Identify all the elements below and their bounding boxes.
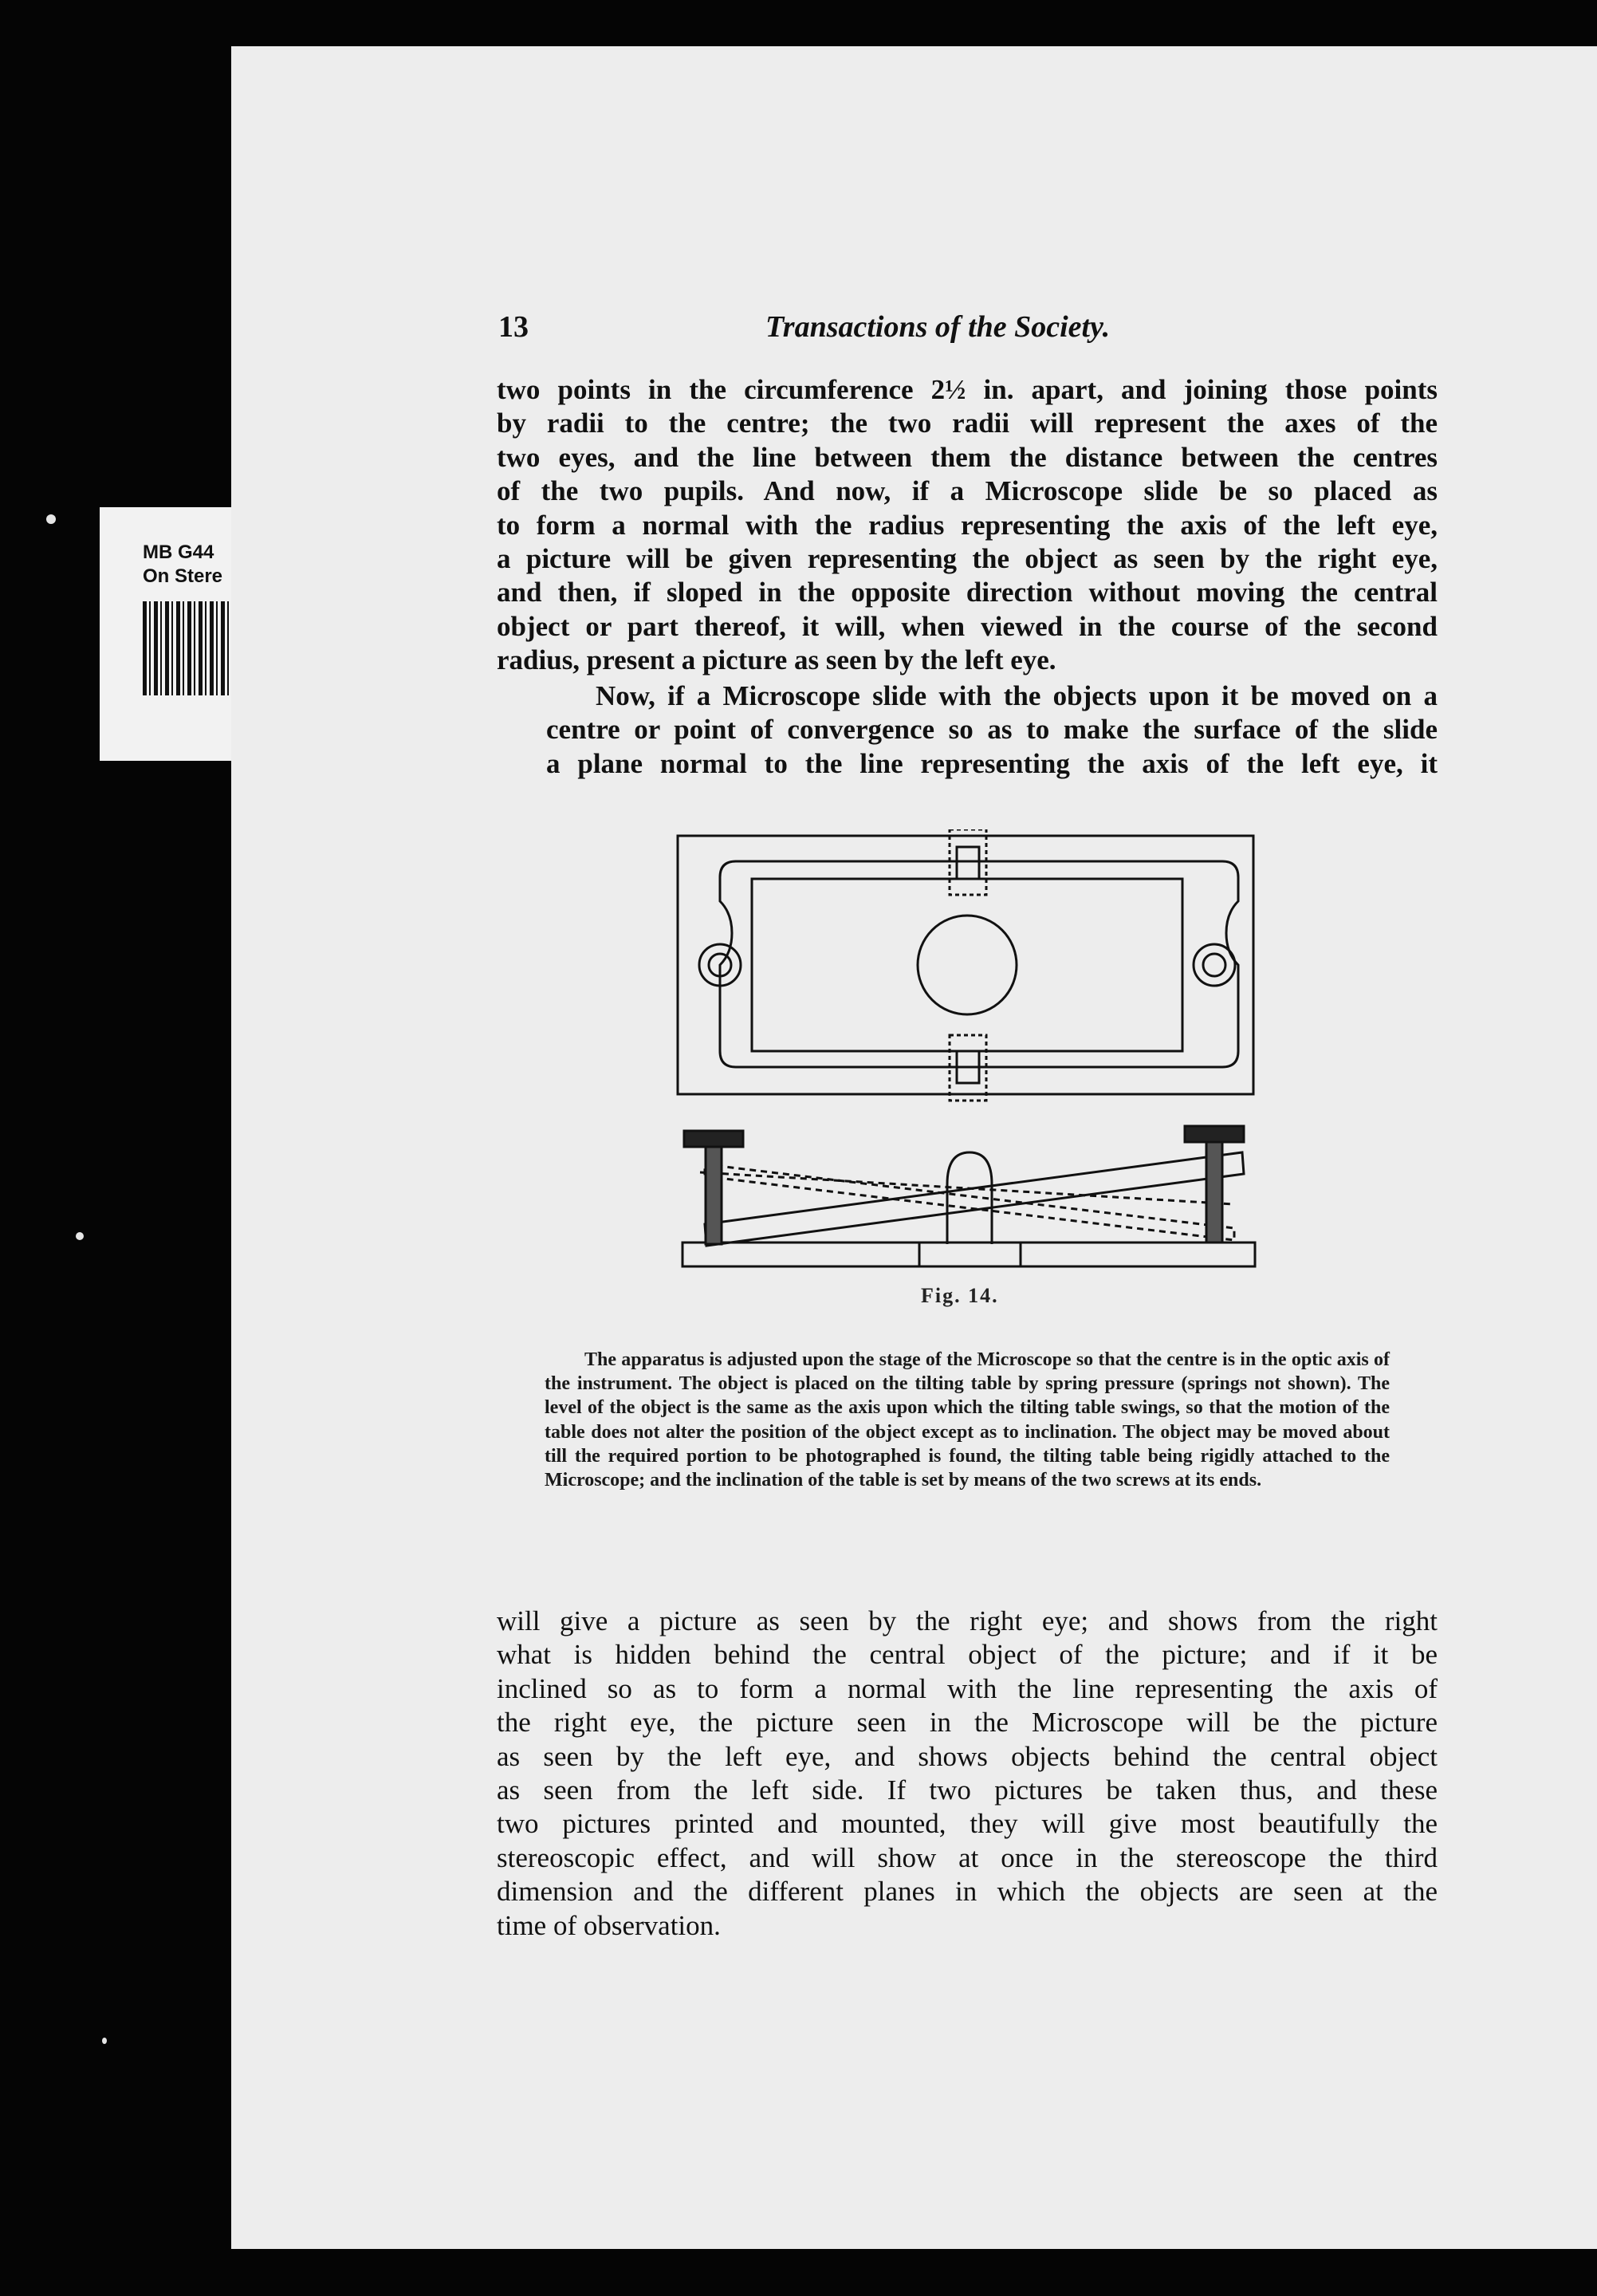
- scan-speck: [76, 1232, 84, 1240]
- text-line: stereoscopic effect, and will show at once in the stereoscope the third: [497, 1841, 1438, 1873]
- text-line: centre or point of convergence so as to make the surface of the slide: [546, 714, 1438, 746]
- central-aperture: [918, 916, 1017, 1014]
- text-line: a picture will be given representing the object as seen by the right eye,: [497, 543, 1438, 575]
- text-line: two points in the circumference 2½ in. apart, and joining those points: [497, 374, 1438, 405]
- stage-plate-outline: [678, 836, 1253, 1094]
- text-line: by radii to the centre; the two radii will represent the axes of the: [497, 408, 1438, 439]
- text-line: Now, if a Microscope slide with the objects upon it be moved on a: [596, 680, 1438, 711]
- left-screw-thread: [706, 1147, 722, 1244]
- text-line: two pictures printed and mounted, they will give most beautifully the: [497, 1808, 1438, 1840]
- right-pivot-ring: [1194, 944, 1235, 986]
- top-bearing-block: [957, 847, 979, 879]
- tilting-frame-inner: [752, 879, 1182, 1051]
- text-line: of the two pupils. And now, if a Microscope slide be so placed as: [497, 475, 1438, 507]
- library-label-card: [100, 507, 231, 761]
- left-screw-head: [684, 1131, 743, 1147]
- scan-speck: [102, 2038, 107, 2044]
- figure-apparatus-drawing: [676, 829, 1258, 1276]
- text-line: time of observation.: [497, 1909, 721, 1941]
- text-line: a plane normal to the line representing the axis of the left eye, it: [546, 747, 1438, 779]
- text-line: to form a normal with the radius representing the axis of the left eye,: [497, 509, 1438, 541]
- tilted-position-ghost: [705, 1164, 1234, 1240]
- text-line: inclined so as to form a normal with the line representing the axis of: [497, 1672, 1438, 1704]
- paragraph: [497, 679, 1438, 781]
- library-label-text: [143, 541, 222, 589]
- text-line: dimension and the different planes in which the objects are seen at the: [497, 1876, 1438, 1908]
- text-line: and then, if sloped in the opposite direction without moving the central: [497, 577, 1438, 608]
- right-pivot-hole: [1203, 954, 1225, 976]
- right-screw-head: [1185, 1126, 1244, 1142]
- library-label-line: MB G44: [143, 542, 214, 563]
- text-line: as seen by the left eye, and shows objects behind the central object: [497, 1740, 1438, 1772]
- scan-speck: [46, 514, 56, 524]
- barcode: [143, 601, 231, 695]
- text-line: what is hidden behind the central object of the picture; and if it be: [497, 1639, 1438, 1671]
- page-number: 13: [498, 310, 529, 344]
- running-title: Transactions of the Society.: [765, 310, 1111, 344]
- text-line: will give a picture as seen by the right eye; and shows from the right: [497, 1605, 1438, 1636]
- text-line: radius, present a picture as seen by the left eye.: [497, 644, 1056, 676]
- library-label-line: On Stere: [143, 565, 223, 587]
- paragraph: [497, 373, 1438, 678]
- figure-label: Fig. 14.: [921, 1284, 999, 1307]
- text-line: as seen from the left side. If two pictures be taken thus, and these: [497, 1774, 1438, 1806]
- right-screw-thread: [1206, 1142, 1222, 1243]
- figure-caption: The apparatus is adjusted upon the stage of the Microscope so that the centre is in the optic axis of the instrument. The object is placed on the tilting table by spring pressure (springs not shown). The level of the object is the same as the axis upon which the tilting table swings, so that the motion of the table does not alter the position of the object except as to inclination. The object may be moved about till the required portion to be photographed is found, the tilting table being rigidly attached to the Microscope; and the inclination of the table is set by means of the two screws at its ends.: [545, 1349, 1390, 1491]
- base-plate: [682, 1243, 1255, 1266]
- page-header: [498, 309, 1439, 349]
- paragraph: [497, 1605, 1438, 1943]
- text-line: the right eye, the picture seen in the Microscope will be the picture: [497, 1707, 1438, 1739]
- text-line: two eyes, and the line between them the distance between the centres: [497, 441, 1438, 473]
- text-line: object or part thereof, it will, when viewed in the course of the second: [497, 610, 1438, 642]
